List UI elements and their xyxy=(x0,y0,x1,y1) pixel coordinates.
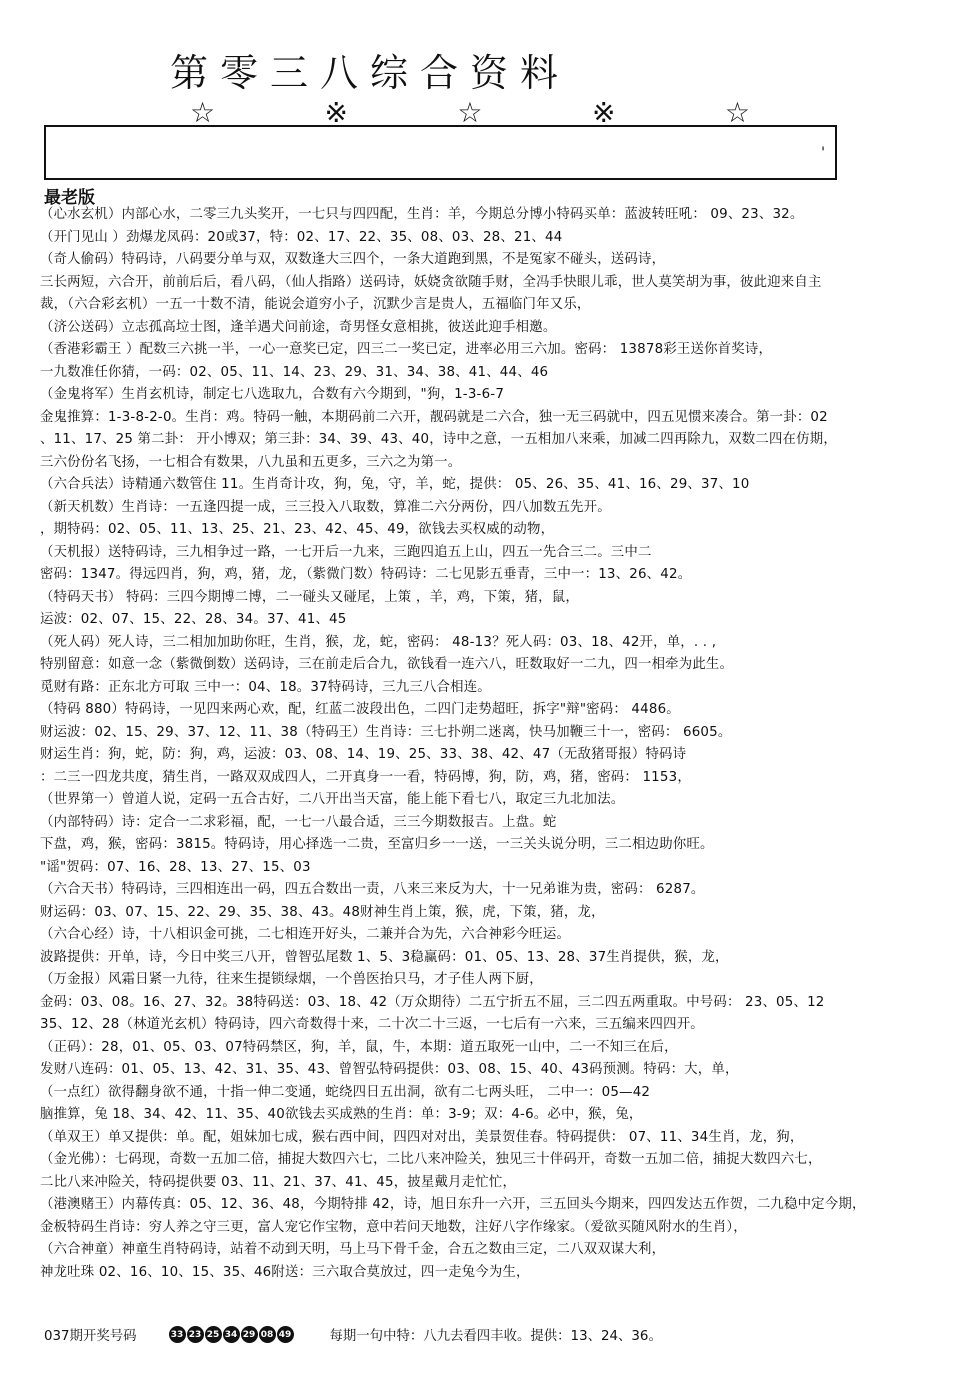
text-line: （内部特码）诗：定合一二求彩福，配，一七一八最合适，三三今期数报吉。上盘。蛇 xyxy=(40,814,557,830)
number-ball: 49 xyxy=(277,1326,294,1343)
footer-note: 每期一句中特：八九去看四丰收。提供：13、24、36。 xyxy=(329,1329,662,1344)
text-line: "谣"贺码：07、16、28、13、27、15、03 xyxy=(40,859,311,875)
header-banner-box xyxy=(44,125,837,180)
number-ball: 34 xyxy=(223,1326,240,1343)
star-icon: ☆ xyxy=(724,96,750,129)
text-line: 下盘，鸡，猴，密码：3815。特码诗，用心择选一二贵，至富归乡一一送，一三关头说分明，三二相边助你旺。 xyxy=(40,837,714,852)
text-line: 财运码：03、07、15、22、29、35、38、43。48财神生肖上策，猴，虎，下策，猪，龙， xyxy=(40,904,605,920)
text-line: 三六份份名飞扬，一七相合有数果，八九虽和五更多，三六之为第一。 xyxy=(40,454,462,470)
text-line: 财运波：02、15、29、37、12、11、38（特码王）生肖诗：三七扑朔二迷离，快马加鞭三十一，密码： 6605。 xyxy=(40,724,732,740)
text-line: （济公送码）立志孤高垃士图，逢羊遇犬问前途，奇男怪女意相挑，彼送此迎手相邀。 xyxy=(40,319,557,335)
text-line: （特码 880）特码诗，一见四来两心欢，配，红蓝二波段出色，二四门走势超旺，拆字"辩"密码： 4486。 xyxy=(40,702,680,717)
text-line: 金码：03、08。16、27、32。38特码送：03、18、42（万众期待）二五宁折五不屈，三二四五两重取。中号码： 23、05、12 xyxy=(40,994,825,1010)
text-line: ：二三一四龙共度，猜生肖，一路双双成四人，二开真身一一看，特码博，狗，防，鸡，猪，密码： 1153， xyxy=(40,769,691,785)
text-line: 发财八连码：01、05、13、42、31、35、43、曾智弘特码提供：03、08、15、40、43码预测。特码：大，单， xyxy=(40,1062,739,1077)
star-decoration-row xyxy=(190,98,750,128)
text-line: （正码）：28，01、05、03、07特码禁区，狗，羊，鼠，牛，本期：道五取死一山中，二一不知三在后， xyxy=(40,1039,678,1055)
star-icon: ☆ xyxy=(190,96,216,129)
text-line: （单双王）单又提供：单。配，姐妹加七成，猴右西中间，四四对对出，美景贺佳春。特码提供： 07、11、34生肖，龙，狗， xyxy=(40,1129,804,1145)
text-line: 裁，（六合彩玄机）一五一十数不清，能说会道穷小子，沉默少言是贵人，五福临门年又乐， xyxy=(40,297,591,312)
text-line: ，期特码：02、05、11、13、25、21、23、42、45、49，欲钱去买权威的动物， xyxy=(40,522,555,537)
text-line: （港澳赌王）内幕传真：05、12、36、48，今期特排 42，诗，旭日东升一六开，三五回头今期来，四四发达五作贺，二九稳中定今期， xyxy=(40,1197,866,1212)
text-line: （天机报）送特码诗，三九相争过一路，一七开后一九来，三跑四追五上山，四五一先合三二。三中二 xyxy=(40,544,652,560)
number-ball: 23 xyxy=(187,1326,204,1343)
text-line: 金鬼推算：1-3-8-2-0。生肖：鸡。特码一触，本期码前二六开，靓码就是二六合，独一无三码就中，四五见惯来凑合。第一卦：02 xyxy=(40,409,828,425)
text-line: 金板特码生肖诗：穷人养之守三更，富人宠它作宝物，意中若问天地数，注好八字作缘家。（爱欲买随风附水的生肖）， xyxy=(40,1219,747,1235)
text-line: （奇人偷码）特码诗，八码要分单与双，双数逢大三四个，一条大道跑到黑，不是冤家不碰头，送码诗， xyxy=(40,252,666,267)
text-line: （世界第一）曾道人说，定码一五合古好，二八开出当天富，能上能下看七八，取定三九北加法。 xyxy=(40,792,625,807)
number-ball: 08 xyxy=(259,1326,276,1343)
text-line: （金光佛）：七码现，奇数一五加二倍，捕捉大数四六七，二比八来冲险关，独见三十伴码开，奇数一五加二倍，捕捉大数四六七， xyxy=(40,1152,822,1167)
text-line: （万金报）风霜日紧一九待，往来生提锁绿烟，一个兽医抬只马，才子佳人两下厨， xyxy=(40,972,543,987)
text-line: 35、12、28（林道光玄机）特码诗，四六奇数得十来，二十次二十三返，一七后有一六来，三五编来四四开。 xyxy=(40,1017,704,1032)
draw-label: 037期开奖号码 xyxy=(44,1329,137,1344)
page-title: 第零三八综合资料 xyxy=(170,51,571,95)
text-line: 密码：1347。得远四肖，狗，鸡，猪，龙，（紫微门数）特码诗：二七见影五垂青，三中一：13、26、42。 xyxy=(40,567,692,582)
text-line: 觅财有路：正东北方可取 三中一：04、18。37特码诗，三九三八合相连。 xyxy=(40,679,491,695)
number-ball: 29 xyxy=(241,1326,258,1343)
text-line: （六合心经）诗，十八相识金可挑，二七相连开好头，二兼并合为先，六合神彩今旺运。 xyxy=(40,927,571,942)
text-line: 财运生肖：狗，蛇，防：狗，鸡，运波：03、08、14、19、25、33、38、42、47（无敌猪哥报）特码诗 xyxy=(40,747,687,762)
text-line: （新天机数）生肖诗：一五逢四提一成，三三投入八取数，算准二六分两份，四八加数五先开。 xyxy=(40,499,611,515)
number-ball: 33 xyxy=(169,1326,186,1343)
text-line: （金鬼将军）生肖玄机诗，制定七八选取九，合数有六今期到，"狗，1-3-6-7 xyxy=(40,387,505,402)
text-line: 二比八来冲险关，特码提供要 03、11、21、37、41、45，披星戴月走忙忙， xyxy=(40,1174,517,1190)
number-balls xyxy=(169,1326,294,1343)
text-line: 神龙吐珠 02、16、10、15、35、46附送：三六取合莫放过，四一走兔今为生， xyxy=(40,1264,530,1280)
text-line: （香港彩霸王 ）配数三六挑一半，一心一意奖已定，四三二一奖已定，进率必用三六加。密码： 13878彩王送你首奖诗， xyxy=(40,342,773,357)
text-line: （特码天书） 特码：三四今期博二博，二一碰头又碰尾，上策 ，羊，鸡，下策，猪，鼠， xyxy=(40,589,579,605)
text-line: 运波：02、07、15、22、28、34。37、41、45 xyxy=(40,612,347,627)
text-line: 特别留意：如意一念（紫微倒数）送码诗，三在前走后合九，欲钱看一连六八，旺数取好一二九，四一相牵为此生。 xyxy=(40,657,734,672)
text-line: （心水玄机）内部心水，二零三九头奖开，一七只与四四配，生肖：羊，今期总分博小特码买单：蓝波转旺吼： 09、23、32。 xyxy=(40,207,804,222)
edition-label: 最老版 xyxy=(44,188,95,208)
text-line: 、11、17、25 第二卦： 开小博双；第三卦：34、39、43、40，诗中之意，一五相加八来乘，加减二四再除九，双数二四在仿期， xyxy=(40,432,837,447)
reference-mark-icon: ※ xyxy=(591,96,616,129)
banner-mark: ' xyxy=(821,145,825,161)
content-body xyxy=(40,204,940,1284)
text-line: （六合神童）神童生肖特码诗，站着不动到天明，马上马下骨千金，合五之数由三定，二八双双谋大利， xyxy=(40,1242,666,1257)
text-line: （六合天书）特码诗，三四相连出一码，四五合数出一责，八来三来反为大，十一兄弟谁为贵，密码： 6287。 xyxy=(40,882,705,897)
text-line: （开门见山 ）劲爆龙凤码：20或37，特：02、17、22、35、08、03、28、21、44 xyxy=(40,229,563,245)
star-icon: ☆ xyxy=(457,96,483,129)
text-line: （死人码）死人诗，三二相加加助你旺，生肖，猴，龙，蛇，密码： 48-13？死人码：03、18、42开，单，. . , xyxy=(40,634,717,650)
draw-results-footer xyxy=(44,1325,934,1344)
number-ball: 25 xyxy=(205,1326,222,1343)
text-line: 脑推算，兔 18、34、42、11、35、40欲钱去买成熟的生肖：单：3-9；双：4-6。必中，猴，兔， xyxy=(40,1107,643,1122)
text-line: 一九数准任你猜，一码：02、05、11、14、23、29、31、34、38、41、44、46 xyxy=(40,364,549,380)
reference-mark-icon: ※ xyxy=(324,96,348,129)
text-line: 波路提供：开单，诗，今日中奖三八开，曾智弘尾数 1、5、3稳赢码：01、05、13、28、37生肖提供，猴，龙， xyxy=(40,949,729,965)
text-line: （六合兵法）诗精通六数管住 11。生肖奇计攻，狗，兔，守，羊，蛇，提供： 05、26、35、41、16、29、37、10 xyxy=(40,477,750,492)
text-line: （一点红）欲得翻身欲不通，十指一伸二变通，蛇绕四日五出洞，欲有二七两头旺， 二中一：05—42 xyxy=(40,1084,651,1100)
text-line: 三长两短，六合开，前前后后，看八码，（仙人指路）送码诗，妖娆贪欲随手财，全冯手快眼儿乖，世人莫笑胡为事，彼此迎来自主 xyxy=(40,274,822,290)
